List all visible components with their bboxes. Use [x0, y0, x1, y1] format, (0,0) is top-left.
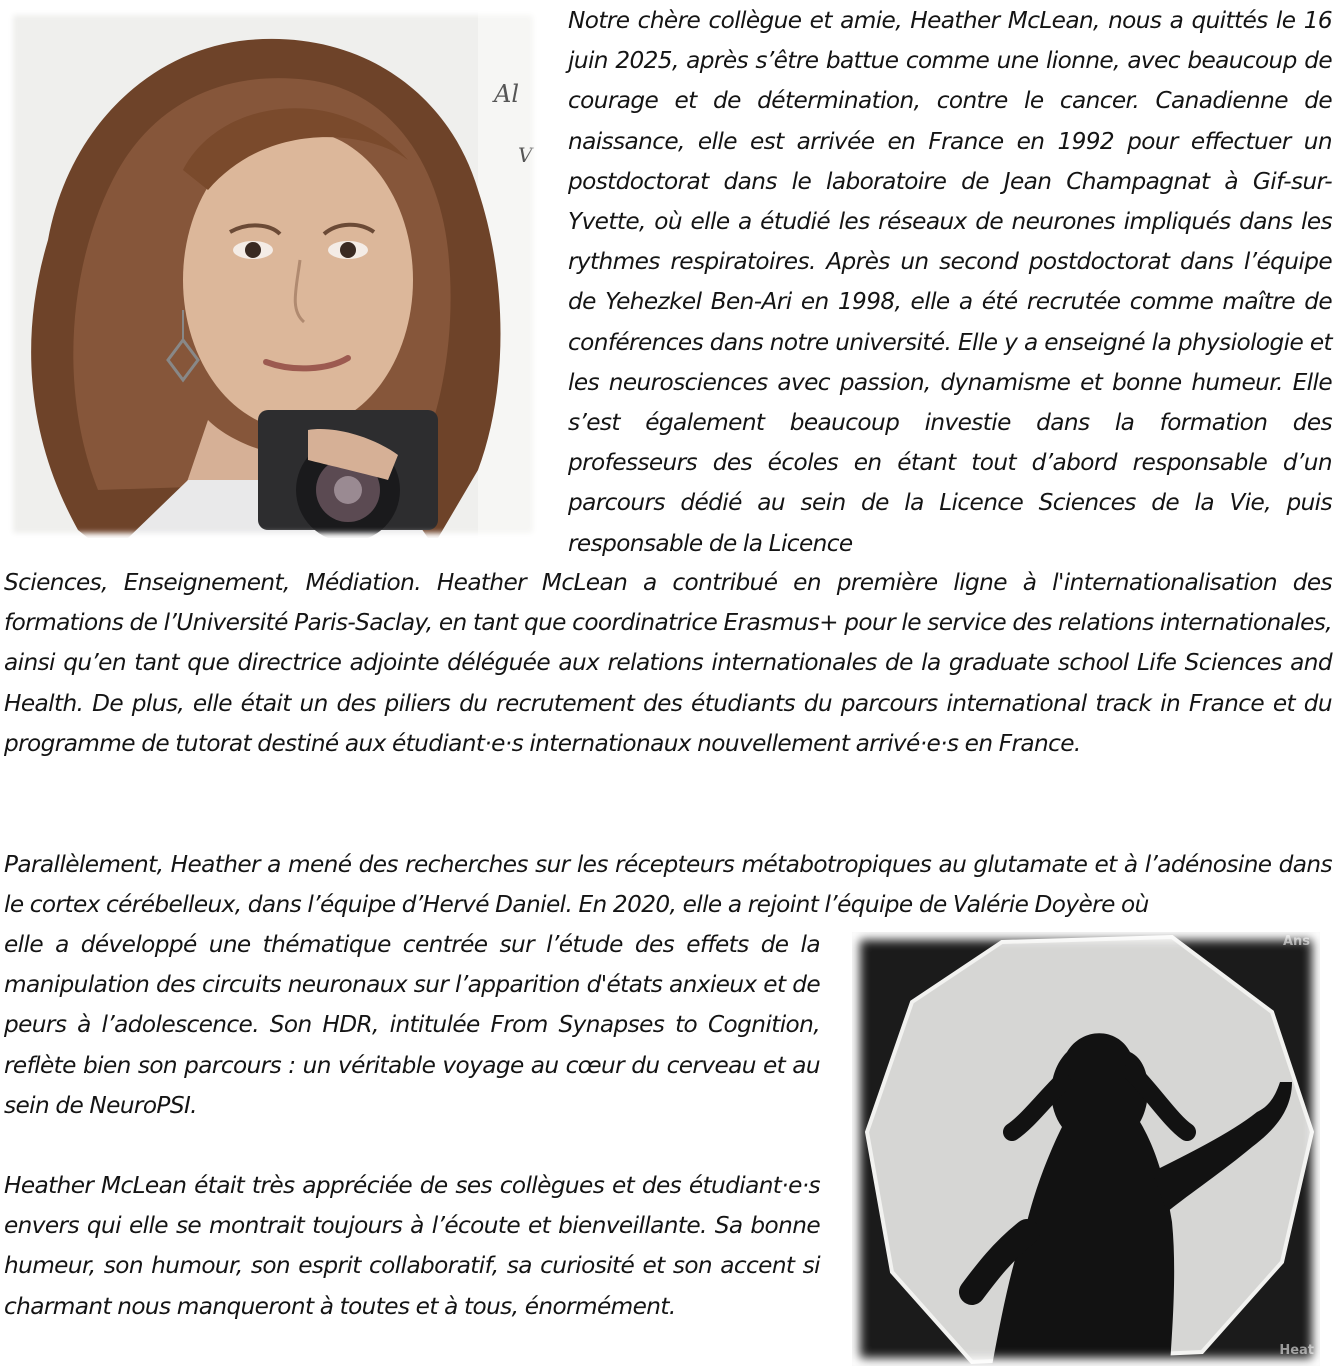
paragraph-intro-beside-portrait: Notre chère collègue et amie, Heather McLean, nous a quittés le 16 juin 2025, après s’être battue comme une lionne, avec beaucoup de courage et de détermination, contre le cancer. Canadienne de naissance, elle est arrivée en France en 1992 pour effectuer un postdoctorat dans le laboratoire de Jean Champagnat à Gif-sur-Yvette, où elle a étudié les réseaux de neurones impliqués dans les rythmes respiratoires. Après un second postdoctorat dans l’équipe de Yehezkel Ben-Ari en 1998, elle a été recrutée comme maître de conférences dans notre université. Elle y a enseigné la physiologie et les neurosciences avec passion, dynamisme et bonne humeur. Elle s’est également beaucoup investie dans la formation des professeurs des écoles en étant tout d’abord responsable d’un parcours dédié au sein de la Licence Sciences de la Vie, puis responsable de la Licence [568, 7, 1332, 557]
silhouette-photo [852, 932, 1320, 1366]
background-lettering-2: V [518, 143, 533, 167]
watermark-bottom: Heat [1279, 1343, 1314, 1358]
paragraph-tribute: Heather McLean était très appréciée de ses collègues et des étudiant·e·s envers qui elle se montrait toujours à l’écoute et bienveillante. Sa bonne humeur, son humour, son esprit collaboratif, sa curiosité et son accent si charmant nous manqueront à toutes et à tous, énormément. [4, 1172, 820, 1320]
paragraph-research-full-width: Parallèlement, Heather a mené des recherches sur les récepteurs métabotropiques au glutamate et à l’adénosine dans le cortex cérébelleux, dans l’équipe d’Hervé Daniel. En 2020, elle a rejoint l’équipe de Valérie Doyère où [4, 851, 1332, 919]
portrait-photo [8, 10, 538, 538]
watermark-top: Ans [1282, 934, 1310, 949]
silhouette-illustration [852, 932, 1320, 1366]
paragraph-intro-continued: Sciences, Enseignement, Médiation. Heather McLean a contribué en première ligne à l'internationalisation des formations de l’Université Paris-Saclay, en tant que coordinatrice Erasmus+ pour le service des relations internationales, ainsi qu’en tant que directrice adjointe déléguée aux relations internationales de la graduate school Life Sciences and Health. De plus, elle était un des piliers du recrutement des étudiants du parcours international track in France et du programme de tutorat destiné aux étudiant·e·s internationaux nouvellement arrivé·e·s en France. [4, 569, 1332, 757]
background-lettering-1: Al [494, 80, 520, 108]
portrait-illustration [8, 10, 538, 538]
paragraph-research-beside-image: elle a développé une thématique centrée sur l’étude des effets de la manipulation des circuits neuronaux sur l’apparition d'états anxieux et de peurs à l’adolescence. Son HDR, intitulée From Synapses to Cognition, reflète bien son parcours : un véritable voyage au cœur du cerveau et au sein de NeuroPSI. [4, 931, 820, 1119]
